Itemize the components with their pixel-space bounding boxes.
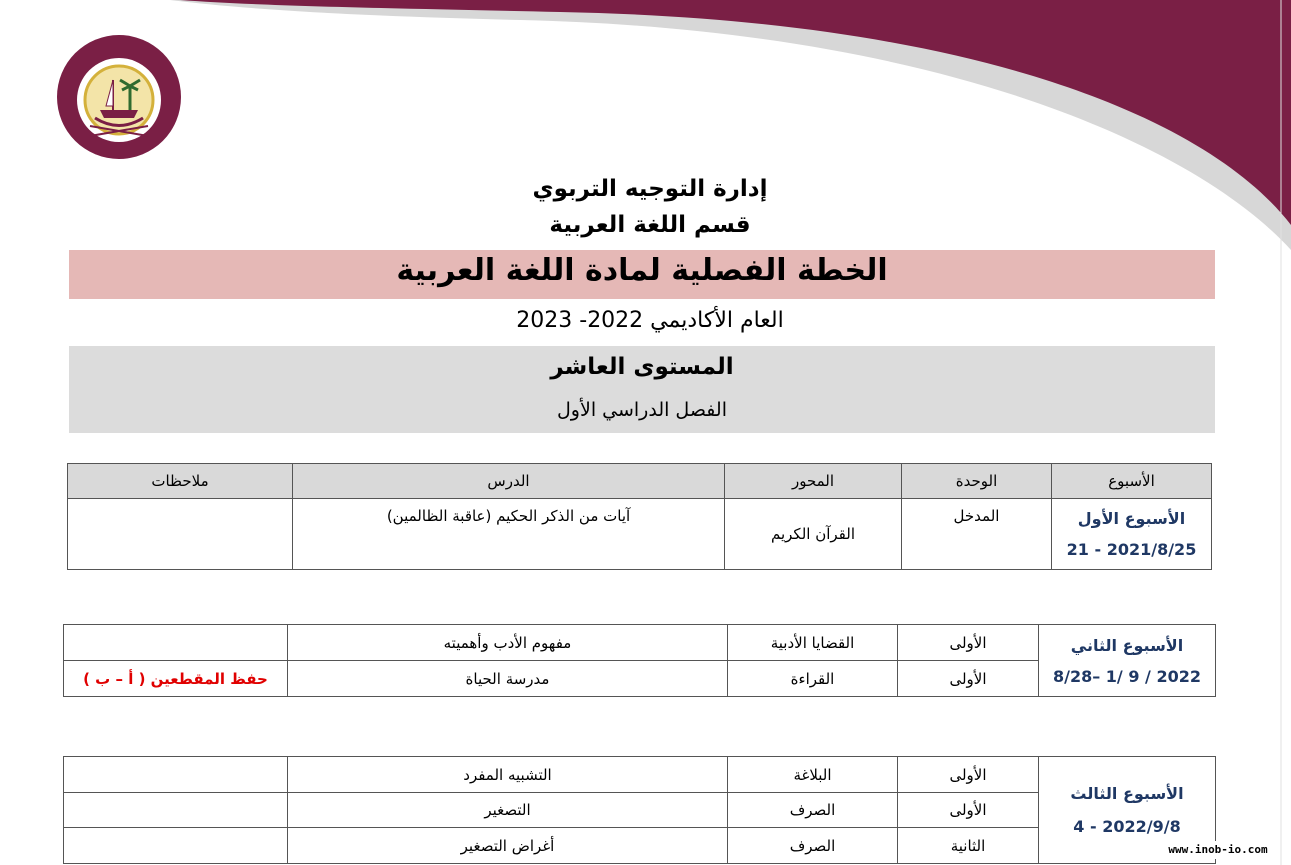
table-row xyxy=(68,499,1212,570)
watermark-link[interactable]: www.inob-io.com xyxy=(1156,841,1280,859)
table-row xyxy=(64,757,1216,793)
notes-cell xyxy=(68,499,293,570)
notes-cell: حفظ المقطعين ( أ – ب ) xyxy=(64,661,288,697)
axis-cell: القراءة xyxy=(728,661,898,697)
week-cell xyxy=(1052,499,1212,570)
axis-cell: القرآن الكريم xyxy=(725,499,902,570)
header-week: الأسبوع xyxy=(1052,464,1212,499)
header-unit: الوحدة xyxy=(902,464,1052,499)
term-title: الفصل الدراسي الأول xyxy=(557,399,727,421)
lesson-cell: التشبيه المفرد xyxy=(288,757,728,793)
notes-cell xyxy=(64,793,288,828)
table-row xyxy=(64,625,1216,661)
axis-cell: البلاغة xyxy=(728,757,898,793)
lesson-cell: أغراض التصغير xyxy=(288,828,728,864)
section-title: قسم اللغة العربية xyxy=(549,212,751,238)
week1-table xyxy=(67,463,1212,570)
week-name: الأسبوع الثاني xyxy=(1070,635,1184,655)
week-dates: 8/28– 1/ 9 / 2022 xyxy=(1052,666,1201,686)
qatar-ministry-logo xyxy=(50,28,188,166)
notes-cell xyxy=(64,757,288,793)
lesson-cell: آيات من الذكر الحكيم (عاقبة الظالمين) xyxy=(293,499,725,570)
academic-year: العام الأكاديمي 2022- 2023 xyxy=(516,308,784,333)
unit-cell: الأولى xyxy=(898,661,1039,697)
axis-cell: الصرف xyxy=(728,828,898,864)
header-lesson: الدرس xyxy=(293,464,725,499)
department-title: إدارة التوجيه التربوي xyxy=(532,176,768,202)
unit-cell: الأولى xyxy=(898,757,1039,793)
axis-cell: الصرف xyxy=(728,793,898,828)
week-dates: 21 - 2021/8/25 xyxy=(1066,540,1197,559)
notes-cell xyxy=(64,625,288,661)
header-notes: ملاحظات xyxy=(68,464,293,499)
unit-cell: المدخل xyxy=(902,499,1052,570)
notes-cell xyxy=(64,828,288,864)
header-axis: المحور xyxy=(725,464,902,499)
lesson-cell: مدرسة الحياة xyxy=(288,661,728,697)
plan-title: الخطة الفصلية لمادة اللغة العربية xyxy=(396,253,888,288)
week-dates: 4 - 2022/9/8 xyxy=(1073,817,1181,836)
lesson-cell: التصغير xyxy=(288,793,728,828)
week-name: الأسبوع الأول xyxy=(1077,509,1186,528)
level-title: المستوى العاشر xyxy=(550,354,734,380)
week3-table xyxy=(63,756,1216,864)
week-name: الأسبوع الثالث xyxy=(1070,784,1184,803)
lesson-cell: مفهوم الأدب وأهميته xyxy=(288,625,728,661)
unit-cell: الثانية xyxy=(898,828,1039,864)
week2-table xyxy=(63,624,1216,697)
unit-cell: الأولى xyxy=(898,625,1039,661)
axis-cell: القضايا الأدبية xyxy=(728,625,898,661)
week-cell xyxy=(1039,625,1216,697)
unit-cell: الأولى xyxy=(898,793,1039,828)
